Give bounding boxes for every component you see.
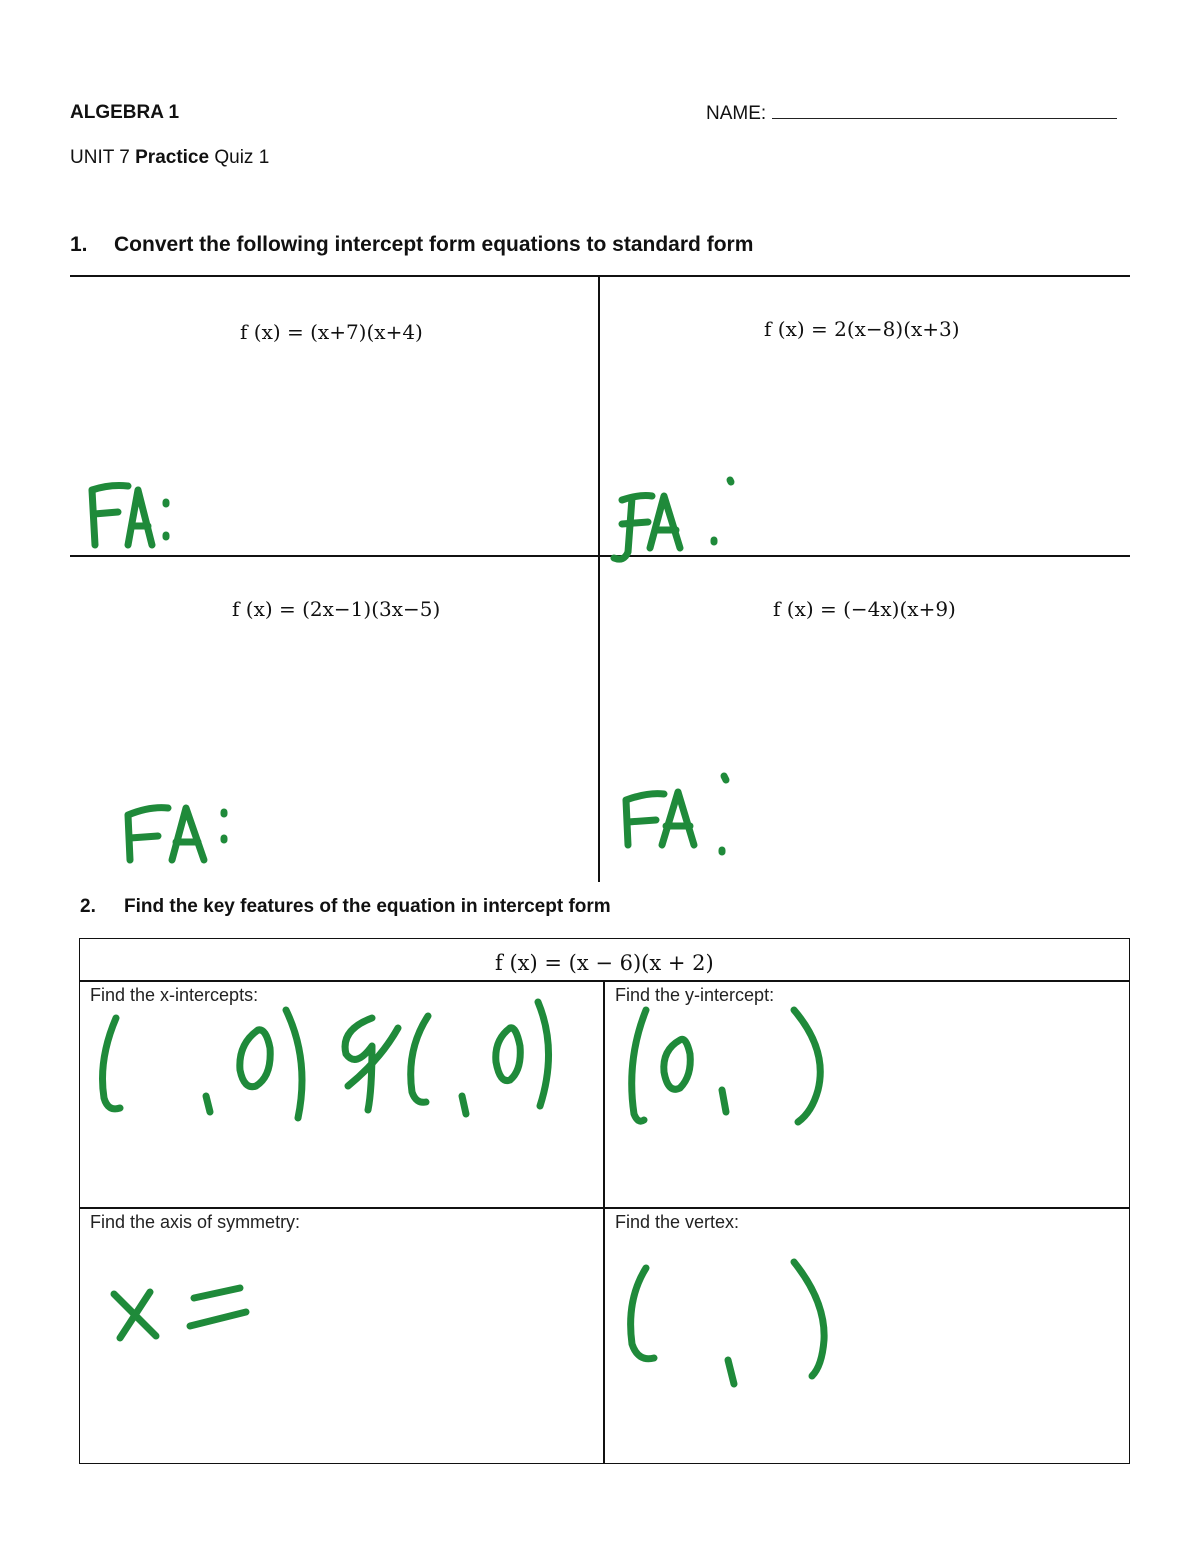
question-2-number: 2. [80,896,96,917]
question-1-heading [70,233,753,257]
name-blank-line[interactable] [772,102,1117,119]
unit-prefix: UNIT 7 [70,147,130,168]
handwritten-fa-1 [92,486,166,546]
course-title: ALGEBRA 1 [70,102,180,123]
unit-bold: Practice [135,147,210,168]
handwritten-fa-4 [626,776,726,852]
q1-vertical-divider [598,277,600,882]
vertex-label: Find the vertex: [615,1212,740,1232]
table-header-divider [79,980,1130,982]
name-label: NAME: [706,103,767,124]
table-row-divider [79,1207,1130,1209]
x-intercepts-label: Find the x-intercepts: [90,985,259,1005]
axis-of-symmetry-label: Find the axis of symmetry: [90,1212,301,1232]
handwritten-fa-3 [128,808,224,860]
q1-equation-d: f (x) = (−4x)(x+9) [773,597,956,621]
unit-title [70,147,269,169]
key-features-table [79,938,1130,1464]
y-intercept-label: Find the y-intercept: [615,985,775,1005]
q1-equation-c: f (x) = (2x−1)(3x−5) [232,597,441,621]
question-2-heading [80,896,611,918]
q1-equation-b: f (x) = 2(x−8)(x+3) [764,317,960,341]
question-1-prompt: Convert the following intercept form equations to standard form [114,233,754,256]
handwritten-fa-2 [614,480,731,559]
q1-equation-a: f (x) = (x+7)(x+4) [240,320,423,344]
table-column-divider [603,981,605,1464]
question-2-prompt: Find the key features of the equation in intercept form [124,896,611,917]
name-field[interactable] [706,102,1117,125]
q1-top-rule [70,275,1130,277]
q2-equation: f (x) = (x − 6)(x + 2) [495,951,714,975]
question-1-number: 1. [70,233,88,256]
unit-suffix: Quiz 1 [214,147,270,168]
q1-middle-rule [70,555,1130,557]
